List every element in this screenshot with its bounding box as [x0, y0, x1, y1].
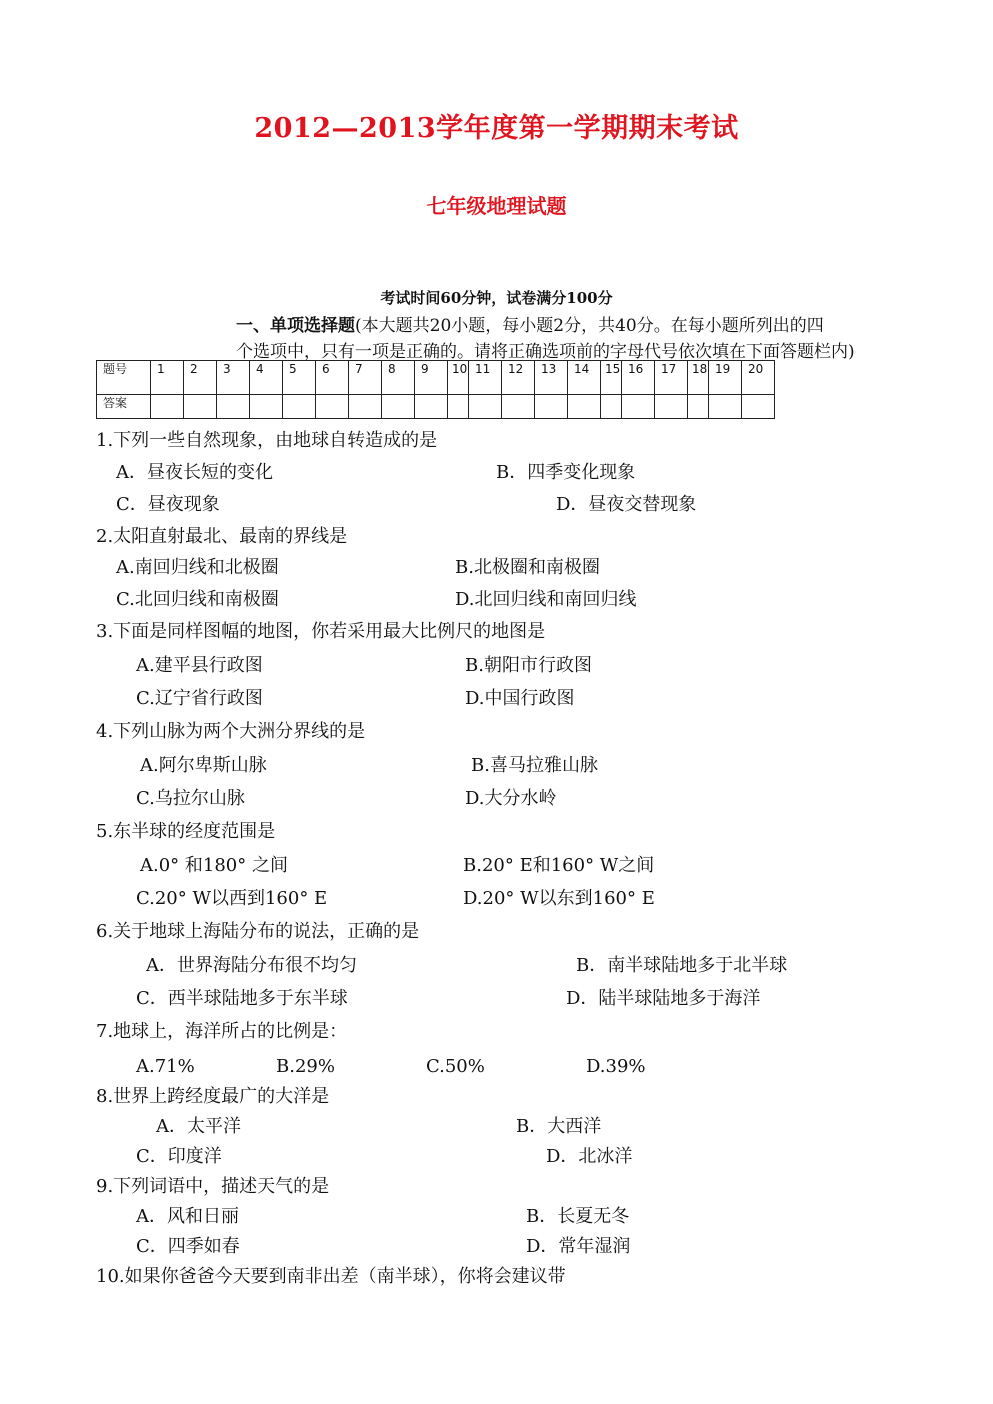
answer-cell[interactable] — [151, 395, 184, 419]
option-6b: B．南半球陆地多于北半球 — [576, 955, 788, 976]
section-title: 一、单项选择题 — [236, 316, 355, 336]
question-number-cell: 14 — [568, 361, 601, 395]
question-6: 6.关于地球上海陆分布的说法，正确的是 — [96, 921, 420, 942]
answer-cell[interactable] — [502, 395, 535, 419]
section-heading-line — [236, 311, 824, 336]
option-3d: D.中国行政图 — [465, 688, 575, 709]
answer-table — [96, 360, 775, 419]
answer-cell[interactable] — [568, 395, 601, 419]
question-number-cell: 12 — [502, 361, 535, 395]
question-number-cell: 7 — [349, 361, 382, 395]
option-8b: B．大西洋 — [516, 1116, 602, 1137]
option-4d: D.大分水岭 — [465, 788, 557, 809]
option-6a: A．世界海陆分布很不均匀 — [146, 955, 357, 976]
question-number-cell: 4 — [250, 361, 283, 395]
answer-cell[interactable] — [535, 395, 568, 419]
question-7: 7.地球上，海洋所占的比例是： — [96, 1021, 348, 1042]
question-number-cell: 13 — [535, 361, 568, 395]
question-number-cell: 17 — [655, 361, 688, 395]
question-10: 10.如果你爸爸今天要到南非出差（南半球），你将会建议带 — [96, 1266, 566, 1287]
question-5: 5.东半球的经度范围是 — [96, 821, 276, 842]
option-3a: A.建平县行政图 — [136, 655, 263, 676]
option-2c: C.北回归线和南极圈 — [116, 589, 279, 610]
option-9a: A．风和日丽 — [136, 1206, 239, 1227]
option-7a: A.71% — [136, 1056, 195, 1077]
answer-cell[interactable] — [655, 395, 688, 419]
option-1b: B．四季变化现象 — [496, 462, 636, 483]
question-number-cell: 20 — [742, 361, 775, 395]
table-row-numbers — [97, 361, 775, 395]
question-number-cell: 6 — [316, 361, 349, 395]
option-5d: D.20° W以东到160° E — [463, 888, 655, 909]
option-5b: B.20° E和160° W之间 — [463, 855, 655, 876]
question-number-cell: 15 — [601, 361, 622, 395]
option-8a: A．太平洋 — [156, 1116, 241, 1137]
question-number-cell: 18 — [688, 361, 709, 395]
question-2: 2.太阳直射最北、最南的界线是 — [96, 526, 348, 547]
table-header-number: 题号 — [97, 361, 151, 395]
option-1a: A．昼夜长短的变化 — [116, 462, 273, 483]
option-7b: B.29% — [276, 1056, 335, 1077]
table-row-answers — [97, 395, 775, 419]
option-6c: C．西半球陆地多于东半球 — [136, 988, 348, 1009]
option-7d: D.39% — [586, 1056, 646, 1077]
option-9d: D．常年湿润 — [526, 1236, 631, 1257]
option-6d: D．陆半球陆地多于海洋 — [566, 988, 761, 1009]
answer-cell[interactable] — [742, 395, 775, 419]
option-1c: C．昼夜现象 — [116, 494, 220, 515]
answer-cell[interactable] — [283, 395, 316, 419]
question-number-cell: 2 — [184, 361, 217, 395]
answer-cell[interactable] — [601, 395, 622, 419]
answer-cell[interactable] — [622, 395, 655, 419]
exam-time-and-score: 考试时间60分钟，试卷满分100分 — [380, 289, 613, 307]
question-number-cell: 16 — [622, 361, 655, 395]
option-3b: B.朝阳市行政图 — [465, 655, 592, 676]
question-number-cell: 1 — [151, 361, 184, 395]
answer-cell[interactable] — [448, 395, 469, 419]
option-8c: C．印度洋 — [136, 1146, 222, 1167]
option-9c: C．四季如春 — [136, 1236, 240, 1257]
question-number-cell: 8 — [382, 361, 415, 395]
question-1: 1.下列一些自然现象，由地球自转造成的是 — [96, 430, 438, 451]
answer-cell[interactable] — [415, 395, 448, 419]
option-1d: D．昼夜交替现象 — [556, 494, 697, 515]
section-instructions-2: 个选项中，只有一项是正确的。请将正确选项前的字母代号依次填在下面答题栏内) — [236, 342, 855, 362]
question-9: 9.下列词语中，描述天气的是 — [96, 1176, 330, 1197]
exam-sub-title: 七年级地理试题 — [426, 194, 567, 218]
option-4c: C.乌拉尔山脉 — [136, 788, 245, 809]
table-header-answer: 答案 — [97, 395, 151, 419]
question-4: 4.下列山脉为两个大洲分界线的是 — [96, 721, 366, 742]
option-2b: B.北极圈和南极圈 — [455, 557, 600, 578]
option-8d: D．北冰洋 — [546, 1146, 633, 1167]
answer-cell[interactable] — [382, 395, 415, 419]
answer-cell[interactable] — [184, 395, 217, 419]
answer-cell[interactable] — [349, 395, 382, 419]
question-number-cell: 3 — [217, 361, 250, 395]
option-3c: C.辽宁省行政图 — [136, 688, 263, 709]
option-2d: D.北回归线和南回归线 — [455, 589, 637, 610]
option-9b: B．长夏无冬 — [526, 1206, 630, 1227]
question-number-cell: 9 — [415, 361, 448, 395]
question-8: 8.世界上跨经度最广的大洋是 — [96, 1086, 330, 1107]
question-number-cell: 5 — [283, 361, 316, 395]
answer-cell[interactable] — [217, 395, 250, 419]
option-2a: A.南回归线和北极圈 — [116, 557, 279, 578]
answer-cell[interactable] — [688, 395, 709, 419]
answer-cell[interactable] — [709, 395, 742, 419]
question-number-cell: 11 — [469, 361, 502, 395]
option-4b: B.喜马拉雅山脉 — [471, 755, 598, 776]
question-number-cell: 10 — [448, 361, 469, 395]
option-5a: A.0° 和180° 之间 — [140, 855, 288, 876]
exam-main-title: 2012—2013学年度第一学期期末考试 — [254, 113, 739, 144]
answer-cell[interactable] — [316, 395, 349, 419]
option-4a: A.阿尔卑斯山脉 — [140, 755, 267, 776]
option-7c: C.50% — [426, 1056, 485, 1077]
question-number-cell: 19 — [709, 361, 742, 395]
answer-cell[interactable] — [250, 395, 283, 419]
option-5c: C.20° W以西到160° E — [136, 888, 328, 909]
section-instructions-1: (本大题共20小题，每小题2分，共40分。在每小题所列出的四 — [355, 316, 824, 336]
answer-cell[interactable] — [469, 395, 502, 419]
question-3: 3.下面是同样图幅的地图，你若采用最大比例尺的地图是 — [96, 621, 546, 642]
